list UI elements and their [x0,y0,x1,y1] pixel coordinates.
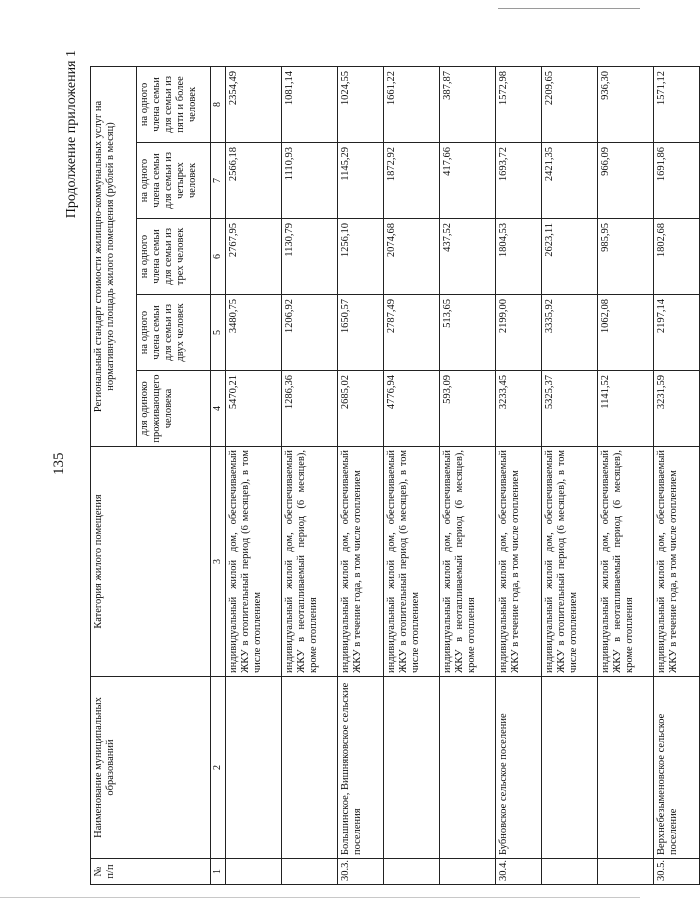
value-family-4: 1110,93 [281,143,337,219]
municipality-name: Верхнебезыменовское сельское поселение [653,677,699,859]
housing-standard-table [90,66,700,885]
housing-category: индивидуальный жилой дом, обеспечиваемый ЖКУ в отопительный период (6 месяцев), в том числе отоплением [383,447,439,677]
header-sub-1: для одиноко проживающего человека [137,371,211,447]
row-number: 30.4. [495,859,541,885]
municipality-name: Бубновское сельское поселение [495,677,541,859]
column-number: 3 [211,447,226,677]
municipality-name [439,677,495,859]
header-group-title: Региональный стандарт стоимости жилищно-коммунальных услуг на нормативную площадь жилого помещения (рублей в месяц) [91,66,137,446]
table-row [383,66,439,884]
column-number: 1 [211,859,226,885]
value-family-5: 2354,49 [225,66,281,142]
table-row [281,66,337,884]
value-family-2: 2199,00 [495,295,541,371]
value-family-5: 1571,12 [653,66,699,142]
header-sub-3: на одного члена семьи для семьи из трех человек [137,219,211,295]
value-family-3: 2767,95 [225,219,281,295]
housing-category: индивидуальный жилой дом, обеспечиваемый ЖКУ в неотапливаемый период (6 месяцев), кроме отопления [597,447,653,677]
housing-category: индивидуальный жилой дом, обеспечиваемый ЖКУ в течение года, в том числе отоплением [495,447,541,677]
value-family-2: 2787,49 [383,295,439,371]
row-number [597,859,653,885]
column-number: 4 [211,371,226,447]
row-number [281,859,337,885]
table-row [495,66,541,884]
value-family-2: 513,65 [439,295,495,371]
header-sub-5: на одного члена семьи для семьи из пяти и более человек [137,66,211,142]
housing-category: индивидуальный жилой дом, обеспечиваемый ЖКУ в течение года, в том числе отоплением [653,447,699,677]
value-family-5: 1572,98 [495,66,541,142]
value-single: 4776,94 [383,371,439,447]
value-family-4: 1872,92 [383,143,439,219]
table-row [439,66,495,884]
value-family-3: 1802,68 [653,219,699,295]
value-family-3: 437,52 [439,219,495,295]
table-row [337,66,383,884]
header-sub-2: на одного члена семьи для семьи из двух человек [137,295,211,371]
municipality-name [383,677,439,859]
header-category: Категория жилого помещения [91,447,211,677]
table-row [541,66,597,884]
column-number: 8 [211,66,226,142]
value-family-5: 1024,55 [337,66,383,142]
value-family-4: 966,09 [597,143,653,219]
value-single: 5470,21 [225,371,281,447]
value-single: 593,09 [439,371,495,447]
column-number: 2 [211,677,226,859]
value-family-4: 2566,18 [225,143,281,219]
value-family-3: 1130,79 [281,219,337,295]
value-family-2: 1650,57 [337,295,383,371]
row-number [439,859,495,885]
table-row [225,66,281,884]
value-single: 3233,45 [495,371,541,447]
row-number [541,859,597,885]
value-family-3: 2623,11 [541,219,597,295]
value-family-4: 1691,86 [653,143,699,219]
value-single: 3231,59 [653,371,699,447]
header-no: № п/п [91,859,211,885]
value-family-4: 1145,29 [337,143,383,219]
value-family-5: 1081,14 [281,66,337,142]
header-sub-4: на одного члена семьи для семьи из четырех человек [137,143,211,219]
value-family-5: 387,87 [439,66,495,142]
value-family-2: 3480,75 [225,295,281,371]
municipality-name [541,677,597,859]
table-row [597,66,653,884]
value-family-3: 2074,68 [383,219,439,295]
municipality-name [225,677,281,859]
municipality-name [281,677,337,859]
housing-category: индивидуальный жилой дом, обеспечиваемый ЖКУ в отопительный период (6 месяцев), в том числе отоплением [225,447,281,677]
value-family-4: 2421,35 [541,143,597,219]
value-family-2: 1062,08 [597,295,653,371]
value-family-5: 2209,65 [541,66,597,142]
value-family-2: 2197,14 [653,295,699,371]
value-single: 1141,52 [597,371,653,447]
row-number [225,859,281,885]
column-number: 5 [211,295,226,371]
value-family-2: 3335,92 [541,295,597,371]
municipality-name [597,677,653,859]
value-family-5: 1661,22 [383,66,439,142]
table-row [653,66,699,884]
value-single: 5325,37 [541,371,597,447]
housing-category: индивидуальный жилой дом, обеспечиваемый ЖКУ в отопительный период (6 месяцев), в том числе отоплением [541,447,597,677]
value-family-5: 936,30 [597,66,653,142]
housing-category: индивидуальный жилой дом, обеспечиваемый ЖКУ в неотапливаемый период (6 месяцев), кроме отопления [281,447,337,677]
value-family-3: 985,95 [597,219,653,295]
housing-category: индивидуальный жилой дом, обеспечиваемый ЖКУ в течение года, в том числе отоплением [337,447,383,677]
value-single: 2685,02 [337,371,383,447]
appendix-caption: Продолжение приложения 1 [64,50,79,219]
value-family-2: 1206,92 [281,295,337,371]
value-family-3: 1804,53 [495,219,541,295]
row-number [383,859,439,885]
municipality-name: Большинское, Вишняковское сельские поселения [337,677,383,859]
row-number: 30.5. [653,859,699,885]
value-single: 1286,36 [281,371,337,447]
column-number: 7 [211,143,226,219]
value-family-3: 1256,10 [337,219,383,295]
row-number: 30.3. [337,859,383,885]
page-number: 135 [51,452,67,475]
header-name: Наименование муниципальных образований [91,677,211,859]
value-family-4: 417,66 [439,143,495,219]
housing-category: индивидуальный жилой дом, обеспечиваемый ЖКУ в неотапливаемый период (6 месяцев), кроме отопления [439,447,495,677]
value-family-4: 1693,72 [495,143,541,219]
column-number: 6 [211,219,226,295]
